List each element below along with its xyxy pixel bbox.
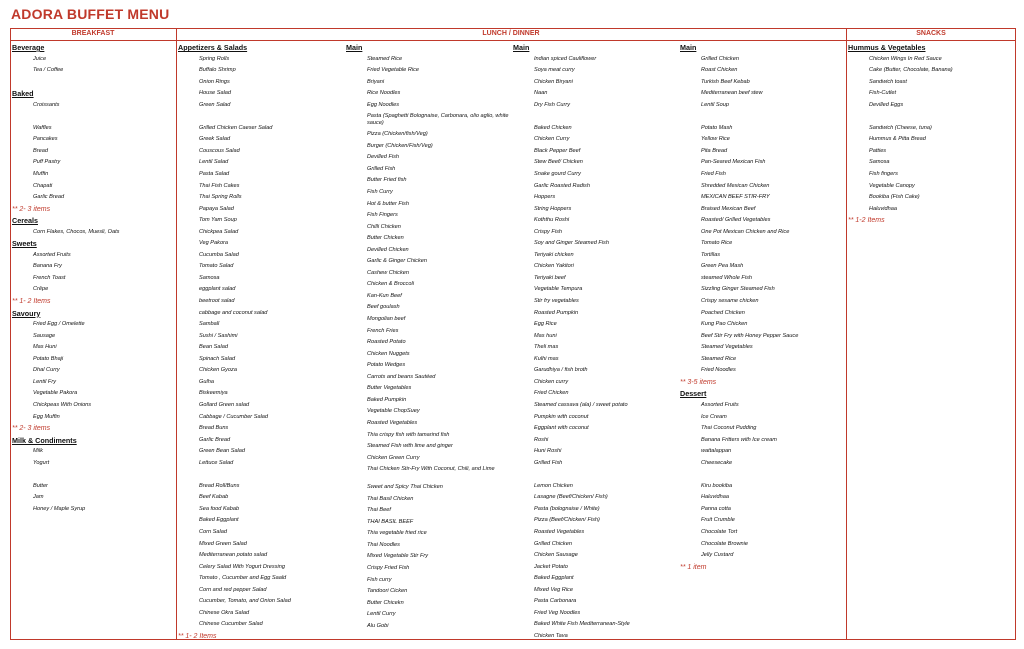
menu-item: Cabbage / Cucumber Salad xyxy=(199,413,269,420)
menu-item: wattalappan xyxy=(701,448,732,455)
menu-item: Green Bean Salad xyxy=(199,448,246,455)
menu-item: Sizzling Ginger Steamed Fish xyxy=(701,286,775,293)
menu-item: Alu Gobi xyxy=(367,622,389,629)
item-count-note: ** 1- 2 Items xyxy=(12,298,51,306)
menu-item: Puff Pastry xyxy=(33,159,61,166)
menu-item: Baked Chicken xyxy=(534,124,572,131)
spacer-row xyxy=(680,111,844,123)
menu-item: Chicken Wings In Red Sauce xyxy=(869,55,942,62)
menu-item: One Pot Mexican Chicken and Rice xyxy=(701,228,790,235)
menu-item: Snake gourd Curry xyxy=(534,171,581,178)
menu-item: Hot & butter Fish xyxy=(367,200,409,207)
menu-item: Teriyaki beef xyxy=(534,274,566,281)
menu-item: Butter Fried fish xyxy=(367,177,407,184)
menu-item: Lentil Fry xyxy=(33,378,57,385)
menu-item: Chicken & Broccoli xyxy=(367,281,414,288)
menu-item: Banana Fritters with Ice cream xyxy=(701,436,777,443)
menu-item: Vegetable Canopy xyxy=(869,182,915,189)
menu-item: beetroot salad xyxy=(199,298,235,305)
spacer-row xyxy=(513,111,679,123)
menu-item: Mediterranean potato salad xyxy=(199,552,268,559)
menu-item: Chicken curry xyxy=(534,378,569,385)
menu-item: Garudhiya / fish broth xyxy=(534,367,588,374)
menu-item: Tomato , Cucumber and Egg Saald xyxy=(199,575,287,582)
menu-item: Beef goulash xyxy=(367,304,400,311)
menu-item: Chicken Sausage xyxy=(534,552,578,559)
header-divider xyxy=(10,40,1016,41)
menu-item: Sausage xyxy=(33,332,56,339)
menu-item: Steamed Vegetables xyxy=(701,344,753,351)
menu-item: Braised Mexican Beef xyxy=(701,205,756,212)
menu-item: Egg Muffin xyxy=(33,413,60,420)
menu-item: Chocolate Brownie xyxy=(701,540,748,547)
menu-item: Tea / Coffee xyxy=(33,67,64,74)
breakfast-column xyxy=(12,42,174,515)
menu-item: Corn and red pepper Salad xyxy=(199,586,267,593)
menu-item: Potato Wedges xyxy=(367,362,406,369)
menu-item: Beef Kabab xyxy=(199,494,229,501)
main-dessert-column xyxy=(680,42,844,573)
menu-item: String Hoppers xyxy=(534,205,572,212)
category-heading: Savoury xyxy=(12,308,41,318)
menu-item: Cucumba Salad xyxy=(199,251,239,258)
menu-item: Sea food Kabab xyxy=(199,505,240,512)
menu-item: Chicken Biryani xyxy=(534,78,573,85)
menu-item: Panna cotta xyxy=(701,505,731,512)
menu-item: cabbage and coconut salad xyxy=(199,309,268,316)
menu-item: Bean Salad xyxy=(199,344,228,351)
menu-item: Rice Noodles xyxy=(367,90,401,97)
spacer-row xyxy=(178,111,344,123)
menu-item: Lentil Salad xyxy=(199,159,229,166)
menu-item xyxy=(12,77,174,89)
menu-item: Honey / Maple Syrup xyxy=(33,505,86,512)
menu-item: Mas Huni xyxy=(33,344,57,351)
menu-item: Crispy sesame chicken xyxy=(701,298,759,305)
menu-item: Baked White Fish Mediterranean-Style xyxy=(534,621,630,628)
menu-item: Bread xyxy=(33,147,48,154)
menu-item: Garlic Bread xyxy=(199,436,231,443)
menu-item: Crispy Fried Fish xyxy=(367,564,410,571)
main-column-1 xyxy=(346,42,512,632)
menu-item: Crêpe xyxy=(33,286,49,293)
menu-item: Briyani xyxy=(367,78,385,85)
menu-item: Mongolian beef xyxy=(367,316,406,323)
category-heading: Baked xyxy=(12,89,34,99)
menu-item: Spring Rolls xyxy=(199,55,230,62)
menu-item: Chinese Okra Salad xyxy=(199,609,250,616)
menu-item: Lemon Chicken xyxy=(534,482,573,489)
menu-item: Soy and Ginger Steamed Fish xyxy=(534,240,609,247)
menu-item: Devilled Eggs xyxy=(869,101,904,108)
menu-item: Lasagne (Beef/Chicken/ Fish) xyxy=(534,494,608,501)
menu-item: steamed Whole Fish xyxy=(701,274,752,281)
breakfast-divider xyxy=(176,28,177,640)
menu-item: Vegetable ChopSuey xyxy=(367,408,420,415)
category-heading: Main xyxy=(346,43,363,52)
menu-item: Thai Fish Cakes xyxy=(199,182,240,189)
item-count-note: ** 1-2 Items xyxy=(848,217,885,225)
category-heading: Hummus & Vegetables xyxy=(848,43,926,52)
menu-item: Pizza (Beef/Chicken/ Fish) xyxy=(534,517,600,524)
item-count-note: ** 2- 3 items xyxy=(12,205,51,213)
menu-item: Thai Beef xyxy=(367,507,391,514)
menu-item: Burger (Chicken/Fish/Veg) xyxy=(367,142,433,149)
menu-item: Bread Buns xyxy=(199,425,229,432)
menu-item: Huni Roshi xyxy=(534,448,562,455)
menu-item: Pumpkin with coconut xyxy=(534,413,589,420)
menu-item: Teriyaki chicken xyxy=(534,251,574,258)
menu-item: Vegetable Tempura xyxy=(534,286,583,293)
menu-item: Pan-Seared Mexican Fish xyxy=(701,159,766,166)
menu-item: Sandwich (Cheese, tuna) xyxy=(869,124,932,131)
menu-item: Devilled Chicken xyxy=(367,246,409,253)
menu-item: Chocolate Tort xyxy=(701,528,738,535)
menu-item: Jam xyxy=(33,494,44,501)
menu-item: Cucumber, Tomato, and Onion Salad xyxy=(199,598,291,605)
menu-item: Chicken Yakitori xyxy=(534,263,574,270)
menu-item: Koththu Roshi xyxy=(534,217,570,224)
menu-item: Pasta Salad xyxy=(199,171,230,178)
menu-item: French Fries xyxy=(367,327,399,334)
spacer-row xyxy=(178,469,344,481)
menu-item: Baked Eggplant xyxy=(534,575,574,582)
menu-item: Roasted Vegetables xyxy=(367,419,418,426)
menu-item: Cashew Chicken xyxy=(367,269,409,276)
menu-item: Chilli Chicken xyxy=(367,223,401,230)
menu-item: Kan-Kun Beef xyxy=(367,292,402,299)
menu-item: Buffalo Shrimp xyxy=(199,67,236,74)
menu-item: Couscous Salad xyxy=(199,147,240,154)
menu-item: Grilled Chicken Caeser Salad xyxy=(199,124,273,131)
spacer-row xyxy=(680,469,844,481)
menu-item: Thai Noodles xyxy=(367,541,400,548)
menu-item: Kiru bookiba xyxy=(701,482,733,489)
menu-item: Muffin xyxy=(33,171,49,178)
menu-item: Jelly Custard xyxy=(701,552,734,559)
menu-item: Patties xyxy=(869,147,887,154)
menu-item: Roasted Vegetables xyxy=(534,528,585,535)
menu-item: Bookiba (Fish Cake) xyxy=(869,194,920,201)
menu-item: Juice xyxy=(33,55,47,62)
menu-item: Yellow Rice xyxy=(701,136,730,143)
menu-item: Thia crispy fish with tamarind fish xyxy=(367,431,450,438)
menu-item: Chicken Gyoza xyxy=(199,367,237,374)
menu-item: Samosa xyxy=(199,274,220,281)
menu-item: Kulhi mas xyxy=(534,355,559,362)
menu-item: Garlic & Ginger Chicken xyxy=(367,258,427,265)
menu-item: Stir fry vegetables xyxy=(534,298,579,305)
menu-item: Haluvidhaa xyxy=(701,494,729,501)
menu-item: Samosa xyxy=(869,159,890,166)
menu-item: Lentil Soup xyxy=(701,101,729,108)
menu-item: Pasta (bolognaise / White) xyxy=(534,505,600,512)
lunch-dinner-heading: LUNCH / DINNER xyxy=(482,30,540,37)
menu-item: French Toast xyxy=(33,274,66,281)
menu-item: Greek Salad xyxy=(199,136,231,143)
menu-item: Steamed Fish with lime and ginger xyxy=(367,443,453,450)
menu-item: Thia vegetable fried rice xyxy=(367,530,427,537)
spacer-row xyxy=(12,111,174,123)
menu-item: Shredded Mexican Chicken xyxy=(701,182,770,189)
snacks-column xyxy=(848,42,1014,227)
menu-item: Poached Chicken xyxy=(701,309,745,316)
menu-item: Black Pepper Beef xyxy=(534,147,581,154)
category-heading: Main xyxy=(513,43,530,52)
spacer-row xyxy=(513,469,679,481)
menu-item: Grilled Chicken xyxy=(701,55,739,62)
menu-item: Pancakes xyxy=(33,136,58,143)
menu-item: Mas huni xyxy=(534,332,557,339)
menu-item: Waffles xyxy=(33,124,52,131)
category-heading: Main xyxy=(680,43,697,52)
page-title: ADORA BUFFET MENU xyxy=(11,6,170,22)
menu-item: Kung Pao Chicken xyxy=(701,321,748,328)
menu-item: Gulha xyxy=(199,378,214,385)
menu-item: Egg Noodles xyxy=(367,101,400,108)
menu-item: Tom Yam Soup xyxy=(199,217,237,224)
menu-item: Roasted Pumpkin xyxy=(534,309,579,316)
main-column-2 xyxy=(513,42,679,642)
menu-item: Steamed cassava (ala) / sweet potato xyxy=(534,401,628,408)
menu-item: Grilled Chicken xyxy=(534,540,572,547)
snacks-divider xyxy=(846,28,847,640)
menu-item: Devilled Fish xyxy=(367,154,400,161)
menu-item: Baked Eggplant xyxy=(199,517,239,524)
menu-item: Tomato Rice xyxy=(701,240,733,247)
menu-item: Fish fingers xyxy=(869,171,898,178)
menu-item: Grilled Fish xyxy=(534,459,563,466)
menu-item: eggplant salad xyxy=(199,286,236,293)
spacer-row xyxy=(848,111,1014,123)
menu-item: Theli mas xyxy=(534,344,559,351)
menu-item: Spinach Salad xyxy=(199,355,236,362)
menu-item: Banana Fry xyxy=(33,263,62,270)
item-count-note: ** 3-5 items xyxy=(680,378,717,386)
menu-item: Mixed Veg Rice xyxy=(534,586,573,593)
menu-item: Cheesecake xyxy=(701,459,733,466)
menu-item: Butter xyxy=(33,482,48,489)
menu-item: Mixed Vegetable Stir Fry xyxy=(367,553,429,560)
menu-item: Mediterranean beef stew xyxy=(701,90,763,97)
category-heading: Sweets xyxy=(12,239,37,249)
menu-item: Roshi xyxy=(534,436,549,443)
category-heading: Milk & Condiments xyxy=(12,435,77,445)
appetizers-column xyxy=(178,42,344,642)
menu-item: Naan xyxy=(534,90,548,97)
menu-item: Sandwich toast xyxy=(869,78,907,85)
menu-item: Chinese Cucumber Salad xyxy=(199,621,263,628)
menu-item: Chapati xyxy=(33,182,53,189)
menu-item: Chicken Green Curry xyxy=(367,454,420,461)
menu-item: Indian spiced Cauliflower xyxy=(534,55,597,62)
menu-item: Fried Noodles xyxy=(701,367,736,374)
spacer-row xyxy=(12,469,174,481)
item-count-note: ** 1 item xyxy=(680,563,707,571)
menu-item: Sushi / Sashimi xyxy=(199,332,238,339)
menu-item: Baked Pumpkin xyxy=(367,396,407,403)
menu-item: Roasted Potato xyxy=(367,339,406,346)
menu-item: Chicken Nuggets xyxy=(367,350,410,357)
menu-item: Papaya Salad xyxy=(199,205,234,212)
menu-item: Grilled Fish xyxy=(367,165,396,172)
menu-item: Pizza (Chicken/fish/Veg) xyxy=(367,131,428,138)
item-count-note: ** 1- 2 Items xyxy=(178,632,217,640)
menu-item: Onion Rings xyxy=(199,78,230,85)
menu-item: Milk xyxy=(33,448,43,455)
menu-item: Roasted/ Grilled Vegetables xyxy=(701,217,771,224)
menu-item: Tandoori Cicken xyxy=(367,588,408,595)
menu-item: Chickpea Salad xyxy=(199,228,239,235)
menu-item: Dry Fish Curry xyxy=(534,101,571,108)
menu-item: Fried Egg / Omelette xyxy=(33,321,85,328)
menu-item: Thai Basil Chicken xyxy=(367,495,414,502)
menu-item: Jacket Potato xyxy=(534,563,568,570)
menu-item: Tomato Salad xyxy=(199,263,234,270)
menu-item: Carrots and beans Sautéed xyxy=(367,373,436,380)
category-heading: Dessert xyxy=(680,389,707,399)
menu-item: Garlic Bread xyxy=(33,194,65,201)
category-heading: Cereals xyxy=(12,216,38,226)
category-heading: Appetizers & Salads xyxy=(178,43,248,52)
menu-item: Ice Cream xyxy=(701,413,727,420)
menu-item: Green Salad xyxy=(199,101,231,108)
menu-item: Butter Chicken xyxy=(367,235,404,242)
menu-item: Fish-Cutlet xyxy=(869,90,897,97)
menu-item: Croissants xyxy=(33,101,60,108)
menu-item: Crispy Fish xyxy=(534,228,562,235)
menu-item: Sweet and Spicy Thai Chicken xyxy=(367,484,443,491)
menu-item: Fried Veg Noodles xyxy=(534,609,581,616)
menu-item: Assorted Fruits xyxy=(701,401,739,408)
menu-item: Chicken Curry xyxy=(534,136,570,143)
menu-item: Chickpeas With Onions xyxy=(33,401,92,408)
menu-item: Lentil Curry xyxy=(367,611,396,618)
menu-item: Thai Coconut Pudding xyxy=(701,425,757,432)
menu-item: Biskeemiya xyxy=(199,390,228,397)
menu-item: Chicken Tava xyxy=(534,632,568,639)
menu-item: Haluvidhaa xyxy=(869,205,897,212)
menu-item: Butter Vegetables xyxy=(367,385,412,392)
menu-item: Fried Fish xyxy=(701,171,726,178)
menu-item: Thai Chicken Stir-Fry With Coconut, Chili, and Lime xyxy=(367,466,495,473)
menu-item: Fish Fingers xyxy=(367,212,398,219)
menu-item: Stew Beef/ Chicken xyxy=(534,159,583,166)
menu-item: Yogurt xyxy=(33,459,50,466)
menu-item: Eggplant with coconut xyxy=(534,425,589,432)
breakfast-heading: BREAKFAST xyxy=(71,30,115,37)
menu-item: Dhal Curry xyxy=(33,367,60,374)
menu-item: Butter Chicekn xyxy=(367,599,404,606)
menu-item: Corn Salad xyxy=(199,528,227,535)
menu-item: Egg Rice xyxy=(534,321,557,328)
menu-item: THAI BASIL BEEF xyxy=(367,518,414,525)
menu-item: Bread Roll/Buns xyxy=(199,482,240,489)
menu-item: Veg Pakora xyxy=(199,240,229,247)
menu-item: Pita Bread xyxy=(701,147,728,154)
menu-item: Tortillas xyxy=(701,251,721,258)
menu-item: Fruit Crumble xyxy=(701,517,735,524)
menu-item: Soya meat curry xyxy=(534,67,575,74)
menu-item: Mixed Green Salad xyxy=(199,540,247,547)
menu-item: Assorted Fruits xyxy=(33,251,71,258)
menu-item: Pasta (Spaghetti Bolognaise, Carbonara, olio aglio, white sauce) xyxy=(367,113,509,126)
menu-item: Pasta Carbonara xyxy=(534,598,577,605)
menu-item: Steamed Rice xyxy=(367,55,403,62)
menu-item: Potato Mash xyxy=(701,124,733,131)
menu-item: Celery Salad With Yogurt Dressing xyxy=(199,563,285,570)
menu-item: Garlic Roasted Radish xyxy=(534,182,590,189)
menu-item: Thai Spring Rolls xyxy=(199,194,242,201)
menu-item: Fish curry xyxy=(367,576,392,583)
menu-item: Beef Stir Fry with Honey Pepper Sauce xyxy=(701,332,799,339)
snacks-heading: SNACKS xyxy=(916,30,946,37)
menu-item: Fish Curry xyxy=(367,189,393,196)
menu-item: House Salad xyxy=(199,90,232,97)
menu-item: Corn Flakes, Chocos, Muesli, Oats xyxy=(33,228,120,235)
menu-item: Roast Chicken xyxy=(701,67,738,74)
item-count-note: ** 2- 3 items xyxy=(12,425,51,433)
menu-item: Potato Bhaji xyxy=(33,355,64,362)
menu-item: Turkish Beef Kebab xyxy=(701,78,750,85)
menu-item: MEXICAN BEEF STIR-FRY xyxy=(701,194,770,201)
menu-item: Samball xyxy=(199,321,220,328)
menu-item: Hoppers xyxy=(534,194,556,201)
menu-item: Fried Vegetable Rice xyxy=(367,67,420,74)
menu-item: Lettuce Salad xyxy=(199,459,234,466)
menu-item: Cake (Butter, Chocolate, Banana) xyxy=(869,67,953,74)
menu-item: Steamed Rice xyxy=(701,355,737,362)
menu-item: Gollard Green salad xyxy=(199,401,250,408)
menu-item: Hummus & Pitta Bread xyxy=(869,136,926,143)
menu-item: Vegetable Pakora xyxy=(33,390,78,397)
menu-item: Fried Chicken xyxy=(534,390,569,397)
category-heading: Beverage xyxy=(12,43,45,52)
menu-item: Green Pea Mash xyxy=(701,263,744,270)
